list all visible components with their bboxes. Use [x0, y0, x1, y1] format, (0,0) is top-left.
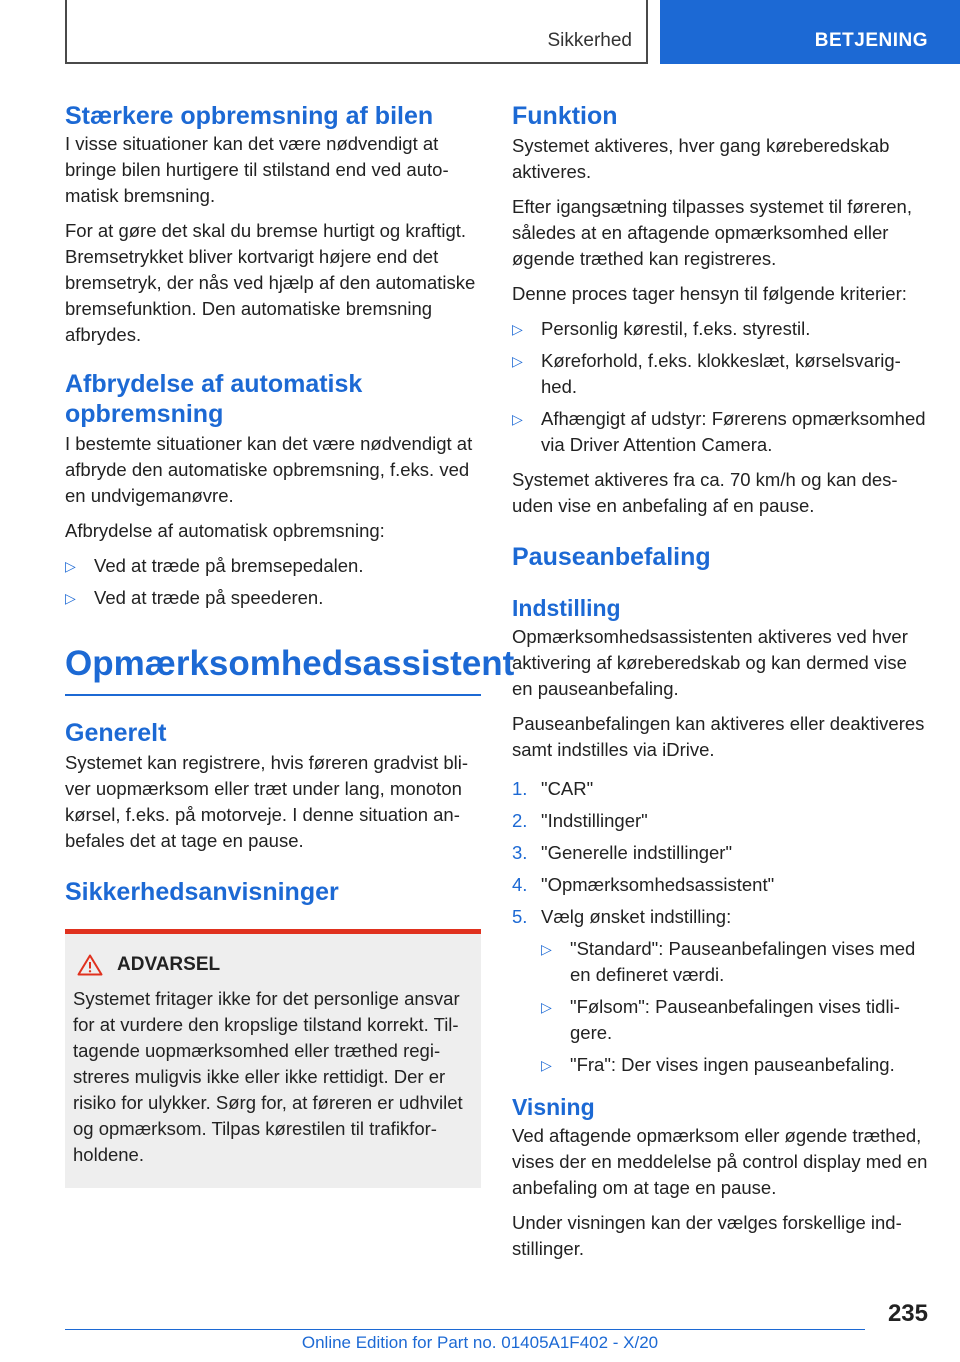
steps-list [512, 776, 928, 1078]
paragraph: I bestemte situationer kan det være nødvendigt at afbryde den automatiske opbremsning, f.eks. ved en undvigemanøvre. [65, 433, 473, 506]
triangle-bullet-icon: ▷ [541, 1057, 552, 1073]
heading-function: Funktion [512, 102, 618, 130]
paragraph: Opmærksomhedsassistenten aktiveres ved hver aktivering af køreberedskab og kan dermed vise en pauseanbefaling. [512, 626, 908, 699]
page-number: 235 [887, 1300, 928, 1327]
paragraph: Under visningen kan der vælges forskellige indstillinger. [512, 1212, 902, 1259]
triangle-bullet-icon: ▷ [512, 411, 523, 427]
triangle-bullet-icon: ▷ [512, 321, 523, 337]
right-column [512, 101, 928, 1271]
header-chapter-title: BETJENING [814, 30, 928, 51]
triangle-bullet-icon: ▷ [65, 590, 76, 606]
heading-interrupt-braking: Afbrydelse af automatisk opbremsning [65, 370, 363, 428]
triangle-bullet-icon: ▷ [512, 353, 523, 369]
list-item: ▷ "Standard": Pauseanbefalingen vises med en defineret værdi. [541, 938, 916, 985]
heading-pause-recommendation: Pauseanbefaling [512, 543, 711, 571]
list-item: ▷ Ved at træde på speederen. [65, 585, 481, 611]
list-item: 5. Vælg ønsket indstilling: ▷ "Standard": Pauseanbefalingen vises med en defineret værdi. ▷ "Følsom": Pauseanbefalingen vises tidligere. ▷ "Fra": Der vises ingen pauseanbefaling. [512, 904, 928, 1078]
criteria-list [512, 316, 928, 458]
list-item: ▷ "Følsom": Pauseanbefalingen vises tidligere. [541, 996, 900, 1043]
list-item: ▷ "Fra": Der vises ingen pauseanbefaling. [541, 1052, 928, 1078]
list-item: ▷ Ved at træde på bremsepedalen. [65, 553, 481, 579]
triangle-bullet-icon: ▷ [541, 999, 552, 1015]
list-item: ▷ Køreforhold, f.eks. klokkeslæt, kørselsvarighed. [512, 350, 901, 397]
warning-text: Systemet fritager ikke for det personlige ansvar for at vurdere den kropslige tilstand korrekt. Tiltagende uopmærksomhed eller træthed registreres muligvis ikke eller ikke rettidigt. Der er risiko for ulykker. Sørg for, at føreren er udhvilet og opmærksom. Tilpas kørestilen til trafikforholdene. [73, 988, 463, 1165]
heading-general: Generelt [65, 719, 167, 747]
list-item: 1. "CAR" [512, 778, 594, 799]
header-section-box [65, 0, 648, 64]
paragraph: Denne proces tager hensyn til følgende kriterier: [512, 283, 907, 304]
list-item: ▷ Personlig kørestil, f.eks. styrestil. [512, 316, 928, 342]
heading-attention-assistant: Opmærksomhedsassistent [65, 642, 481, 696]
interrupt-list [65, 553, 481, 611]
warning-triangle-icon [77, 954, 103, 976]
heading-stronger-braking: Stærkere opbremsning af bilen [65, 102, 434, 130]
footer-edition: Online Edition for Part no. 01405A1F402 - X/20 [301, 1333, 659, 1352]
paragraph: Pauseanbefalingen kan aktiveres eller deaktiveres samt indstilles via iDrive. [512, 713, 925, 760]
warning-title-row [73, 952, 473, 978]
heading-display: Visning [512, 1094, 595, 1120]
options-list [541, 936, 928, 1078]
list-item: 3. "Generelle indstillinger" [512, 842, 733, 863]
header-chapter-tab [660, 0, 960, 64]
list-item: 2. "Indstillinger" [512, 810, 648, 831]
warning-title: ADVARSEL [117, 954, 221, 975]
paragraph: Systemet kan registrere, hvis føreren gradvist bliver uopmærksom eller træt under lang, monoton kørsel, f.eks. på motorveje. I denne situation anbefales det at tage en pause. [65, 752, 469, 851]
list-item: ▷ Afhængigt af udstyr: Førerens opmærksomhed via Driver Attention Camera. [512, 408, 926, 455]
paragraph: Systemet aktiveres, hver gang køreberedskab aktiveres. [512, 135, 890, 182]
list-item: 4. "Opmærksomhedsassistent" [512, 874, 775, 895]
heading-setting: Indstilling [512, 595, 621, 621]
paragraph: Systemet aktiveres fra ca. 70 km/h og kan desuden vise en anbefaling af en pause. [512, 469, 898, 516]
header-section-title: Sikkerhed [547, 30, 632, 51]
left-column [65, 101, 515, 1188]
paragraph: Afbrydelse af automatisk opbremsning: [65, 520, 385, 541]
paragraph: Efter igangsætning tilpasses systemet til føreren, således at en aftagende opmærksomhed eller øgende træthed kan registreres. [512, 196, 912, 269]
paragraph: For at gøre det skal du bremse hurtigt og kraftigt. Bremsetrykket bliver kortvarigt højere end det bremsetryk, der nås ved hjælp af den automatiske bremsefunktion. Den automatiske bremsning afbrydes. [65, 220, 476, 345]
heading-safety-notes: Sikkerhedsanvisninger [65, 878, 339, 906]
paragraph: Ved aftagende opmærksom eller øgende træthed, vises der en meddelelse på control display med en anbefaling om at tage en pause. [512, 1125, 928, 1198]
triangle-bullet-icon: ▷ [65, 558, 76, 574]
paragraph: I visse situationer kan det være nødvendigt at bringe bilen hurtigere til stilstand end ved automatisk bremsning. [65, 133, 449, 206]
triangle-bullet-icon: ▷ [541, 941, 552, 957]
footer-rule [65, 1329, 865, 1330]
warning-box [65, 929, 481, 1188]
